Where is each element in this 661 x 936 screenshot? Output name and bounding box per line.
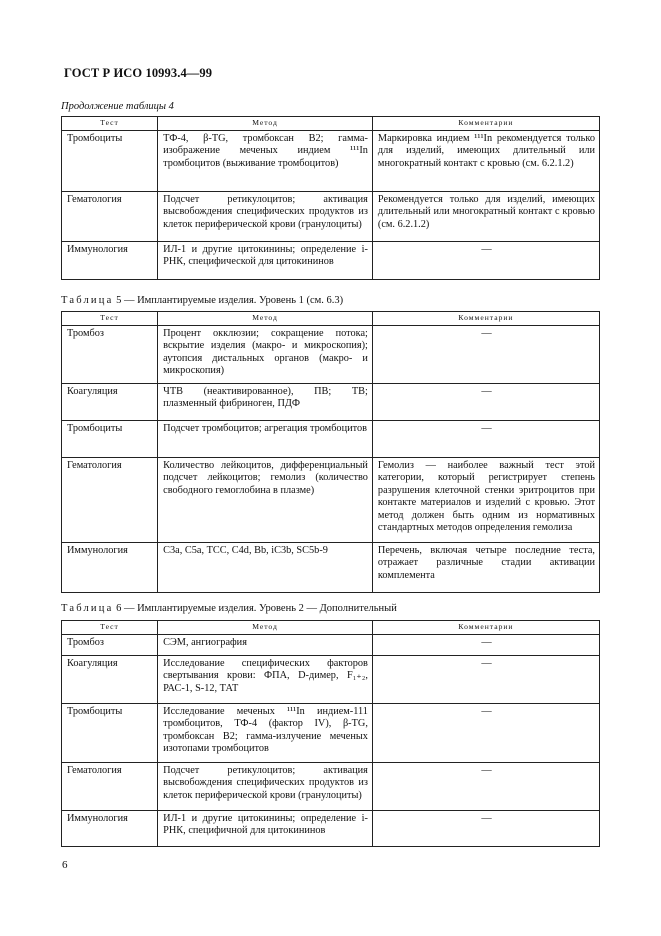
method-cell: Процент окклюзии; сокращение потока; вскрытие изделия (макро- и микроскопия); аутопсия дистальных органов (макро- и микроскопия) bbox=[158, 326, 373, 384]
table6-header-row bbox=[62, 621, 600, 635]
comment-cell: — bbox=[372, 656, 599, 704]
table5-header-row bbox=[62, 312, 600, 326]
table4-col-comment: Комментарии bbox=[372, 117, 599, 131]
table-row bbox=[62, 543, 600, 593]
table-row bbox=[62, 192, 600, 242]
table-row bbox=[62, 384, 600, 421]
test-cell: Иммунология bbox=[62, 543, 158, 593]
table6-col-comment: Комментарии bbox=[372, 621, 599, 635]
comment-cell: — bbox=[372, 242, 599, 280]
test-cell: Тромбоциты bbox=[62, 131, 158, 192]
method-cell: Исследование специфических факторов свертывания крови: ФПА, D-димер, F₁₊₂, РАС-1, S-12, ТАТ bbox=[158, 656, 373, 704]
table-row bbox=[62, 811, 600, 847]
method-cell: ИЛ-1 и другие цитокинины; определение i-РНК, специфической для цитокининов bbox=[158, 242, 373, 280]
table6-col-method: Метод bbox=[158, 621, 373, 635]
comment-cell: — bbox=[372, 384, 599, 421]
table4-caption: Продолжение таблицы 4 bbox=[61, 101, 174, 112]
table5-col-test: Тест bbox=[62, 312, 158, 326]
test-cell: Гематология bbox=[62, 192, 158, 242]
table4 bbox=[61, 116, 600, 280]
table4-col-method: Метод bbox=[158, 117, 373, 131]
table-row bbox=[62, 763, 600, 811]
method-cell: Подсчет тромбоцитов; агрегация тромбоцитов bbox=[158, 421, 373, 458]
method-cell: ЧТВ (неактивированное), ПВ; ТВ; плазменный фибриноген, ПДФ bbox=[158, 384, 373, 421]
method-cell: Исследование меченых ¹¹¹In индием-111 тромбоцитов, ТФ-4 (фактор IV), β-TG, тромбоксан В2; гамма-излучение меченых изотопами тромбоцитов bbox=[158, 704, 373, 763]
table5-caption-label: Таблица bbox=[61, 295, 114, 306]
method-cell: Количество лейкоцитов, дифференциальный подсчет лейкоцитов; гемолиз (количество свободного гемоглобина в плазме) bbox=[158, 458, 373, 543]
method-cell: Подсчет ретикулоцитов; активация высвобождения специфических продуктов из клеток периферической крови (гранулоциты) bbox=[158, 763, 373, 811]
comment-cell: — bbox=[372, 704, 599, 763]
document-code: ГОСТ Р ИСО 10993.4—99 bbox=[64, 66, 213, 80]
table6-caption bbox=[61, 603, 397, 614]
table-row bbox=[62, 656, 600, 704]
method-cell: ТФ-4, β-TG, тромбоксан В2; гамма-изображение меченых индием ¹¹¹In тромбоцитов (выживание тромбоцитов) bbox=[158, 131, 373, 192]
table6-caption-label: Таблица bbox=[61, 603, 114, 614]
comment-cell: — bbox=[372, 763, 599, 811]
table-row bbox=[62, 131, 600, 192]
test-cell: Коагуляция bbox=[62, 384, 158, 421]
comment-cell: — bbox=[372, 326, 599, 384]
table-row bbox=[62, 421, 600, 458]
table4-header-row bbox=[62, 117, 600, 131]
method-cell: С3а, С5а, ТСС, С4d, Bb, iC3b, SC5b-9 bbox=[158, 543, 373, 593]
comment-cell: — bbox=[372, 635, 599, 656]
table-row bbox=[62, 242, 600, 280]
comment-cell: Маркировка индием ¹¹¹In рекомендуется только для изделий, имеющих длительный или многократный контакт с кровью (см. 6.2.1.2) bbox=[372, 131, 599, 192]
comment-cell: Перечень, включая четыре последние теста, отражает различные стадии активации комплемента bbox=[372, 543, 599, 593]
table5-caption-text: 5 — Имплантируемые изделия. Уровень 1 (см. 6.3) bbox=[116, 295, 344, 306]
table-row bbox=[62, 326, 600, 384]
table6-caption-text: 6 — Имплантируемые изделия. Уровень 2 — Дополнительный bbox=[116, 603, 397, 614]
table5-col-comment: Комментарии bbox=[372, 312, 599, 326]
comment-cell: — bbox=[372, 421, 599, 458]
table-row bbox=[62, 458, 600, 543]
page-number: 6 bbox=[62, 859, 68, 871]
table5-caption bbox=[61, 295, 343, 306]
table5-col-method: Метод bbox=[158, 312, 373, 326]
comment-cell: — bbox=[372, 811, 599, 847]
test-cell: Тромбоциты bbox=[62, 704, 158, 763]
test-cell: Коагуляция bbox=[62, 656, 158, 704]
test-cell: Иммунология bbox=[62, 242, 158, 280]
table6-col-test: Тест bbox=[62, 621, 158, 635]
test-cell: Тромбоциты bbox=[62, 421, 158, 458]
test-cell: Гематология bbox=[62, 763, 158, 811]
table4-col-test: Тест bbox=[62, 117, 158, 131]
method-cell: ИЛ-1 и другие цитокинины; определение i-РНК, специфичной для цитокининов bbox=[158, 811, 373, 847]
table6 bbox=[61, 620, 600, 847]
test-cell: Тромбоз bbox=[62, 326, 158, 384]
method-cell: СЭМ, ангиография bbox=[158, 635, 373, 656]
table-row bbox=[62, 635, 600, 656]
comment-cell: Рекомендуется только для изделий, имеющих длительный или многократный контакт с кровью (см. 6.2.1.2) bbox=[372, 192, 599, 242]
table-row bbox=[62, 704, 600, 763]
comment-cell: Гемолиз — наиболее важный тест этой категории, который регистрирует степень разрушения клеточной стенки эритроцитов при контакте материалов и изделий с кровью. Этот метод должен быть одним из нормативных стандартных методов определения гемолиза bbox=[372, 458, 599, 543]
table5 bbox=[61, 311, 600, 593]
test-cell: Гематология bbox=[62, 458, 158, 543]
test-cell: Тромбоз bbox=[62, 635, 158, 656]
test-cell: Иммунология bbox=[62, 811, 158, 847]
method-cell: Подсчет ретикулоцитов; активация высвобождения специфических продуктов из клеток периферической крови (гранулоциты) bbox=[158, 192, 373, 242]
